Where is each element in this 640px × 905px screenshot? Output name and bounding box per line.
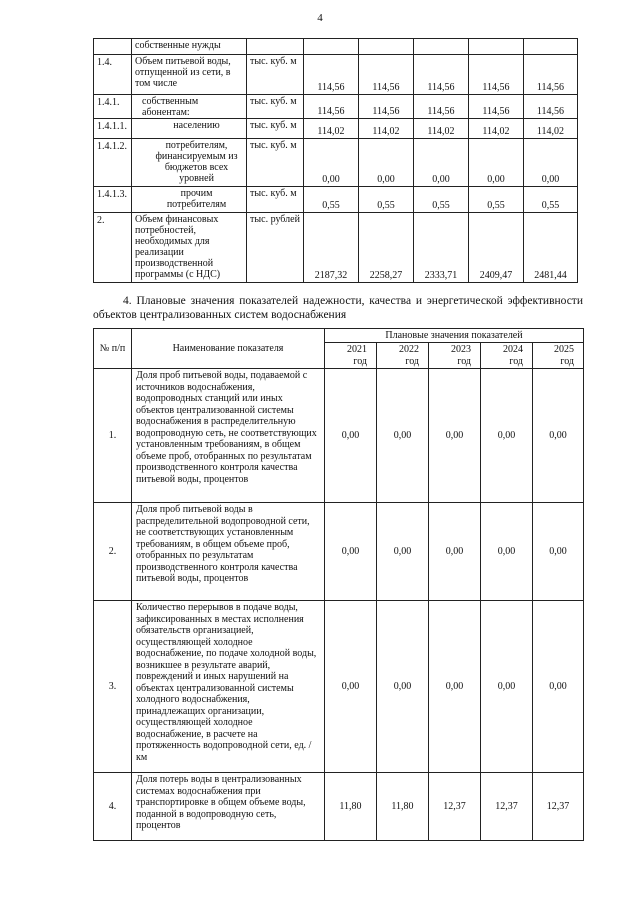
row-value: 114,02 [414, 119, 469, 139]
indicator-number: 4. [94, 773, 132, 841]
row-value: 2258,27 [359, 213, 414, 283]
row-name: прочим потребителям [132, 187, 247, 213]
row-value: 114,02 [359, 119, 414, 139]
header-year [377, 343, 429, 369]
indicator-value: 11,80 [377, 773, 429, 841]
indicator-value: 0,00 [533, 503, 584, 601]
table-row [94, 503, 584, 601]
indicator-name: Доля проб питьевой воды в распределительной водопроводной сети, не соответствующих установленным требованиям, в общем объеме проб, отобранных по результатам производственного контроля качества питьевой воды, процентов [132, 503, 325, 601]
table-row [94, 601, 584, 773]
row-code: 1.4. [94, 55, 132, 95]
row-value: 0,00 [414, 139, 469, 187]
row-code: 1.4.1.1. [94, 119, 132, 139]
row-value: 2409,47 [469, 213, 524, 283]
row-unit [247, 39, 304, 55]
row-name: потребителям, финансируемым из бюджетов всех уровней [132, 139, 247, 187]
row-name: собственные нужды [132, 39, 247, 55]
indicator-value: 0,00 [325, 601, 377, 773]
row-value: 114,56 [524, 55, 578, 95]
year-label: 2024 [503, 343, 523, 355]
indicator-value: 0,00 [325, 503, 377, 601]
table-row [94, 187, 578, 213]
row-value [359, 39, 414, 55]
indicator-name: Доля потерь воды в централизованных системах водоснабжения при транспортировке в общем объеме воды, поданной в водопроводную сеть, процентов [132, 773, 325, 841]
row-value: 114,56 [469, 55, 524, 95]
year-label: 2025 [554, 343, 574, 355]
row-value: 0,55 [524, 187, 578, 213]
row-name: Объем питьевой воды, отпущенной из сети, в том числе [132, 55, 247, 95]
table-row [94, 773, 584, 841]
indicators-table [93, 328, 584, 841]
indicator-value: 11,80 [325, 773, 377, 841]
row-value: 114,02 [469, 119, 524, 139]
header-year [325, 343, 377, 369]
year-label: 2021 [347, 343, 367, 355]
indicator-value: 0,00 [377, 369, 429, 503]
row-value: 114,02 [524, 119, 578, 139]
row-value: 114,56 [359, 95, 414, 119]
table-row [94, 369, 584, 503]
row-name: Объем финансовых потребностей, необходимых для реализации производственной программы (с НДС) [132, 213, 247, 283]
year-label: 2022 [399, 343, 419, 355]
row-value: 114,02 [304, 119, 359, 139]
row-value: 114,56 [469, 95, 524, 119]
year-unit: год [405, 355, 419, 367]
row-value: 0,55 [359, 187, 414, 213]
row-code: 2. [94, 213, 132, 283]
row-value: 0,55 [469, 187, 524, 213]
row-value [524, 39, 578, 55]
row-value [469, 39, 524, 55]
row-value: 2187,32 [304, 213, 359, 283]
table-row [94, 139, 578, 187]
indicator-name: Количество перерывов в подаче воды, зафиксированных в местах исполнения обязательств организацией, осуществляющей холодное водоснабжение, по подаче холодной воды, возникшее в результате аварий, повреждений и иных нарушений на объектах централизованной системы холодного водоснабжения, принадлежащих организации, осуществляющей холодное водоснабжение, в расчете на протяженность водопроводной сети, ед. / км [132, 601, 325, 773]
indicator-value: 0,00 [429, 369, 481, 503]
row-unit: тыс. куб. м [247, 187, 304, 213]
row-unit: тыс. рублей [247, 213, 304, 283]
year-unit: год [560, 355, 574, 367]
row-unit: тыс. куб. м [247, 139, 304, 187]
row-code [94, 39, 132, 55]
table-row [94, 119, 578, 139]
row-unit: тыс. куб. м [247, 55, 304, 95]
row-code: 1.4.1. [94, 95, 132, 119]
row-value: 0,00 [304, 139, 359, 187]
indicator-value: 0,00 [377, 503, 429, 601]
indicator-value: 0,00 [377, 601, 429, 773]
indicator-value: 12,37 [481, 773, 533, 841]
row-value: 0,55 [414, 187, 469, 213]
indicator-value: 0,00 [533, 369, 584, 503]
row-value: 114,56 [359, 55, 414, 95]
row-value: 114,56 [414, 55, 469, 95]
production-program-table [93, 38, 578, 283]
year-unit: год [353, 355, 367, 367]
row-value: 114,56 [524, 95, 578, 119]
table-row [94, 55, 578, 95]
indicator-value: 0,00 [429, 503, 481, 601]
row-value: 2333,71 [414, 213, 469, 283]
row-code: 1.4.1.2. [94, 139, 132, 187]
row-value [414, 39, 469, 55]
header-year [533, 343, 584, 369]
header-indicator-name: Наименование показателя [132, 329, 325, 369]
row-value [304, 39, 359, 55]
indicator-value: 0,00 [325, 369, 377, 503]
indicator-value: 0,00 [429, 601, 481, 773]
indicator-number: 3. [94, 601, 132, 773]
row-unit: тыс. куб. м [247, 119, 304, 139]
indicator-value: 0,00 [481, 601, 533, 773]
table-row [94, 95, 578, 119]
section-heading: 4. Плановые значения показателей надежности, качества и энергетической эффективности объектов централизованных систем водоснабжения [93, 295, 583, 321]
year-label: 2023 [451, 343, 471, 355]
row-value: 114,56 [304, 95, 359, 119]
indicator-name: Доля проб питьевой воды, подаваемой с источников водоснабжения, водопроводных станций или иных объектов централизованной системы водоснабжения в распределительную водопроводную сеть, не соответствующих установленным требованиям, в общем объеме проб, отобранных по результатам производственного контроля качества питьевой воды, процентов [132, 369, 325, 503]
row-value: 0,00 [524, 139, 578, 187]
row-code: 1.4.1.3. [94, 187, 132, 213]
row-value: 2481,44 [524, 213, 578, 283]
indicator-number: 1. [94, 369, 132, 503]
header-year [481, 343, 533, 369]
page-number: 4 [317, 12, 323, 24]
indicator-value: 12,37 [429, 773, 481, 841]
row-value: 0,55 [304, 187, 359, 213]
row-value: 0,00 [469, 139, 524, 187]
year-unit: год [509, 355, 523, 367]
indicator-value: 0,00 [481, 503, 533, 601]
indicator-number: 2. [94, 503, 132, 601]
table-row [94, 39, 578, 55]
row-unit: тыс. куб. м [247, 95, 304, 119]
row-name: собственным абонентам: [132, 95, 247, 119]
indicator-value: 0,00 [481, 369, 533, 503]
indicator-value: 12,37 [533, 773, 584, 841]
table-row [94, 213, 578, 283]
header-planned-values: Плановые значения показателей [325, 329, 584, 343]
row-value: 114,56 [414, 95, 469, 119]
row-value: 114,56 [304, 55, 359, 95]
indicator-value: 0,00 [533, 601, 584, 773]
header-number: № п/п [94, 329, 132, 369]
row-name: населению [132, 119, 247, 139]
year-unit: год [457, 355, 471, 367]
header-year [429, 343, 481, 369]
row-value: 0,00 [359, 139, 414, 187]
